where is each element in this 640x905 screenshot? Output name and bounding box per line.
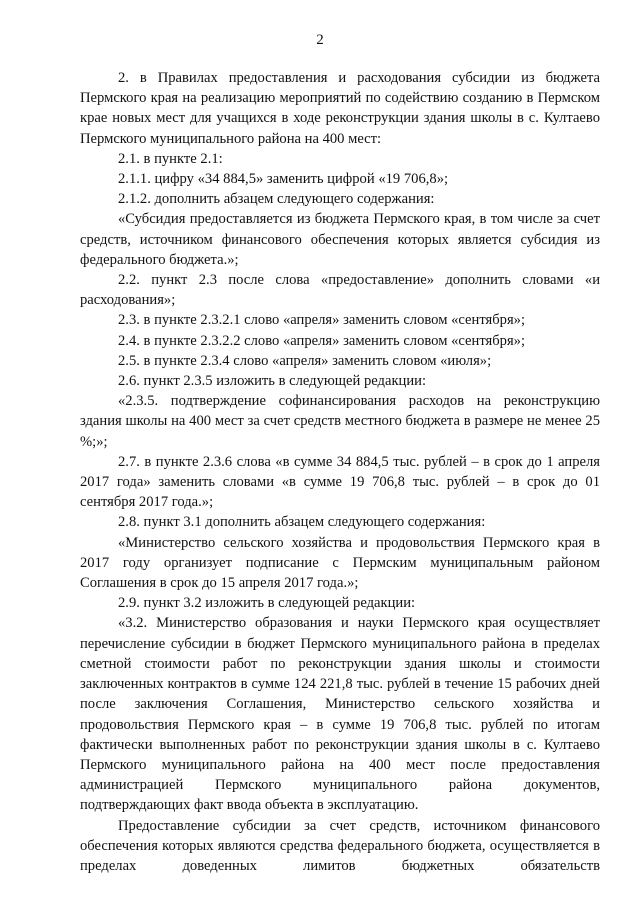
paragraph-quote-3-2: «3.2. Министерство образования и науки Пермского края осуществляет перечисление субсидии в бюджет Пермского муниципального района в пределах сметной стоимости работ по реконструкции здания школы и стоимости заключенных контрактов в сумме 124 221,8 тыс. рублей в течение 15 рабочих дней после заключения Соглашения, Министерство сельского хозяйства и продовольствия Пермского края – в сумме 19 706,8 тыс. рублей по итогам фактически выполненных работ по реконструкции здания школы в с. Култаево Пермского муниципального района на 400 мест после предоставления администрацией Пермского муниципального района документов, подтверждающих факт ввода объекта в эксплуатацию.: [80, 615, 600, 814]
paragraph-quote-ministry: «Министерство сельского хозяйства и продовольствия Пермского края в 2017 году организует подписание с Пермским муниципальным районом Соглашения в срок до 15 апреля 2017 года.»;: [80, 534, 600, 592]
paragraph-2-6: 2.6. пункт 2.3.5 изложить в следующей редакции:: [118, 373, 427, 390]
page-number: 2: [316, 32, 324, 48]
paragraph-federal-funding: Предоставление субсидии за счет средств, источником финансового обеспечения которых являются средства федерального бюджета, осуществляется в пределах доведенных лимитов бюджетных обязательств: [80, 817, 600, 874]
paragraph-2-1-2: 2.1.2. дополнить абзацем следующего содержания:: [118, 191, 435, 208]
paragraph-2-3: 2.3. в пункте 2.3.2.1 слово «апреля» заменить словом «сентября»;: [118, 312, 526, 329]
paragraph-2: 2. в Правилах предоставления и расходования субсидии из бюджета Пермского края на реализацию мероприятий по содействию созданию в Пермском крае новых мест для учащихся в ходе реконструкции здания школы в с. Култаево Пермского муниципального района на 400 мест:: [80, 70, 600, 147]
paragraph-quote-2-3-5: «2.3.5. подтверждение софинансирования расходов на реконструкцию здания школы на 400 мест за счет средств местного бюджета в размере не менее 25 %;»;: [80, 393, 600, 450]
paragraph-quote-subsidy: «Субсидия предоставляется из бюджета Пермского края, в том числе за счет средств, источником финансового обеспечения которых является субсидия из федерального бюджета.»;: [80, 211, 600, 268]
document-body: [80, 68, 600, 876]
paragraph-2-1-1: 2.1.1. цифру «34 884,5» заменить цифрой «19 706,8»;: [118, 171, 449, 188]
paragraph-2-8: 2.8. пункт 3.1 дополнить абзацем следующего содержания:: [118, 514, 486, 531]
paragraph-2-5: 2.5. в пункте 2.3.4 слово «апреля» заменить словом «июля»;: [118, 352, 492, 369]
paragraph-2-2: 2.2. пункт 2.3 после слова «предоставление» дополнить словами «и расходования»;: [80, 272, 600, 309]
paragraph-2-9: 2.9. пункт 3.2 изложить в следующей редакции:: [118, 595, 416, 612]
paragraph-2-7: 2.7. в пункте 2.3.6 слова «в сумме 34 884,5 тыс. рублей – в срок до 1 апреля 2017 года» заменить словами «в сумме 19 706,8 тыс. рублей – в срок до 01 сентября 2017 года.»;: [80, 453, 600, 511]
paragraph-2-4: 2.4. в пункте 2.3.2.2 слово «апреля» заменить словом «сентября»;: [118, 332, 526, 349]
paragraph-2-1: 2.1. в пункте 2.1:: [118, 150, 223, 167]
